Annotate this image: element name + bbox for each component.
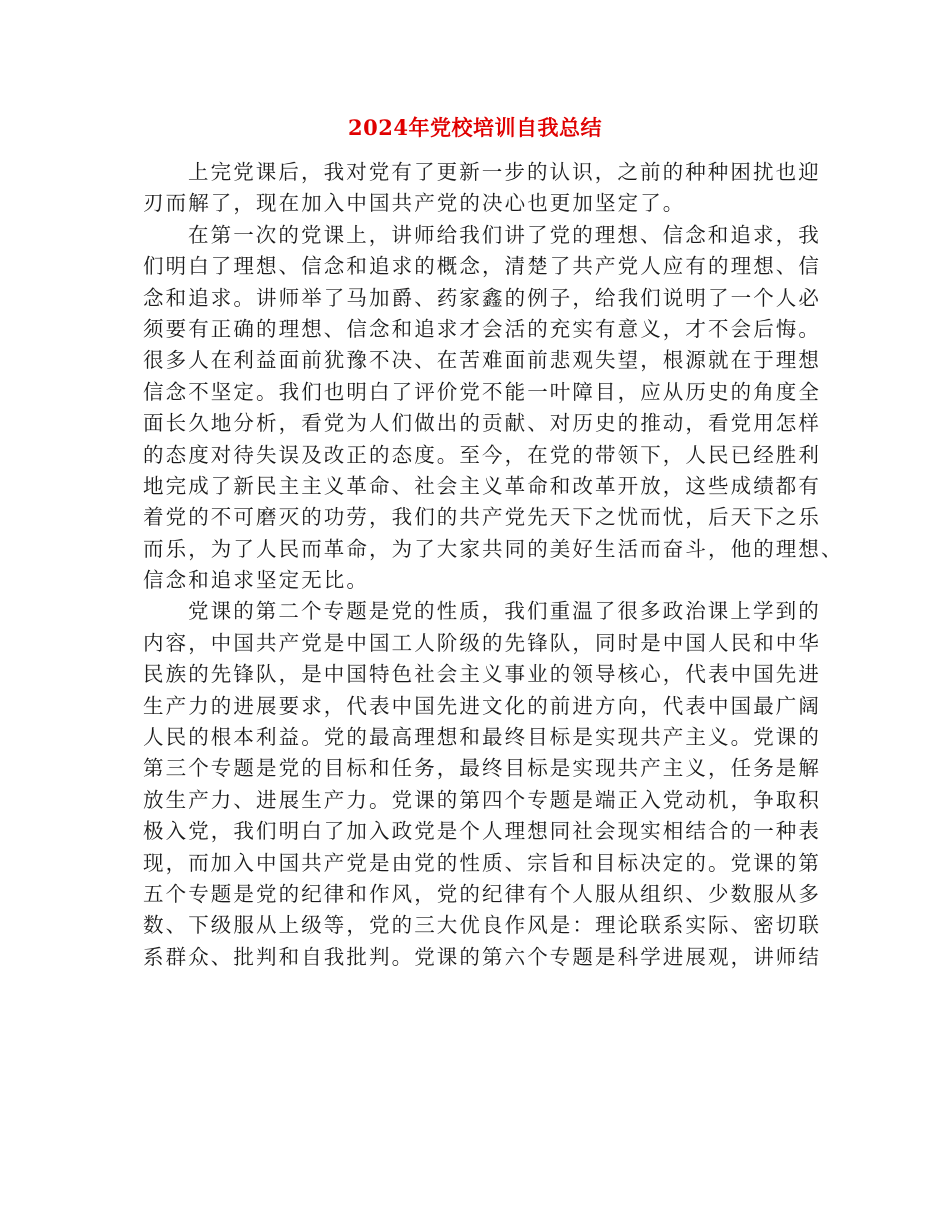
paragraph-2-line-10: 着党的不可磨灭的功劳，我们的共产党先天下之忧而忧，后天下之乐 [143,505,821,530]
paragraph-3-line-5: 人民的根本利益。党的最高理想和最终目标是实现共产主义。党课的 [143,725,821,750]
paragraph-2-line-3: 念和追求。讲师举了马加爵、药家鑫的例子，给我们说明了一个人必 [143,285,821,310]
paragraph-3-line-8: 极入党，我们明白了加入政党是个人理想同社会现实相结合的一种表 [143,819,821,844]
paragraph-2-line-9: 地完成了新民主主义革命、社会主义革命和改革开放，这些成绩都有 [143,473,821,498]
paragraph-3-line-6: 第三个专题是党的目标和任务，最终目标是实现共产主义，任务是解 [143,756,821,781]
paragraph-2-line-8: 的态度对待失误及改正的态度。至今，在党的带领下，人民已经胜利 [143,442,821,467]
paragraph-3-line-2: 内容，中国共产党是中国工人阶级的先锋队，同时是中国人民和中华 [143,630,821,655]
paragraph-3-line-10: 五个专题是党的纪律和作风，党的纪律有个人服从组织、少数服从多 [143,881,821,906]
document-body [143,157,844,973]
paragraph-2-line-6: 信念不坚定。我们也明白了评价党不能一叶障目，应从历史的角度全 [143,379,821,404]
paragraph-3-line-3: 民族的先锋队，是中国特色社会主义事业的领导核心，代表中国先进 [143,662,821,687]
paragraph-2-line-7: 面长久地分析，看党为人们做出的贡献、对历史的推动，看党用怎样 [143,411,821,436]
paragraph-2-line-4: 须要有正确的理想、信念和追求才会活的充实有意义，才不会后悔。 [143,316,821,341]
paragraph-3-line-1: 党课的第二个专题是党的性质，我们重温了很多政治课上学到的 [188,599,821,624]
paragraph-1-line-1: 上完党课后，我对党有了更新一步的认识，之前的种种困扰也迎 [188,160,821,184]
paragraph-2-line-12: 信念和追求坚定无比。 [143,568,369,593]
paragraph-3-line-9: 现，而加入中国共产党是由党的性质、宗旨和目标决定的。党课的第 [143,850,821,875]
paragraph-3-line-11: 数、下级服从上级等，党的三大优良作风是：理论联系实际、密切联 [143,913,821,938]
paragraph-2-line-11: 而乐，为了人民而革命，为了大家共同的美好生活而奋斗，他的理想、 [143,536,844,561]
paragraph-3-line-7: 放生产力、进展生产力。党课的第四个专题是端正入党动机，争取积 [143,787,821,812]
document-title: 2024年党校培训自我总结 [348,115,602,140]
paragraph-3-line-12: 系群众、批判和自我批判。党课的第六个专题是科学进展观，讲师结 [143,944,821,969]
paragraph-2-line-2: 们明白了理想、信念和追求的概念，清楚了共产党人应有的理想、信 [143,254,821,279]
paragraph-2-line-1: 在第一次的党课上，讲师给我们讲了党的理想、信念和追求，我 [188,222,821,247]
paragraph-1-line-2: 刃而解了，现在加入中国共产党的决心也更加坚定了。 [143,191,686,216]
paragraph-2-line-5: 很多人在利益面前犹豫不决、在苦难面前悲观失望，根源就在于理想 [143,348,821,373]
paragraph-3-line-4: 生产力的进展要求，代表中国先进文化的前进方向，代表中国最广阔 [143,693,821,718]
